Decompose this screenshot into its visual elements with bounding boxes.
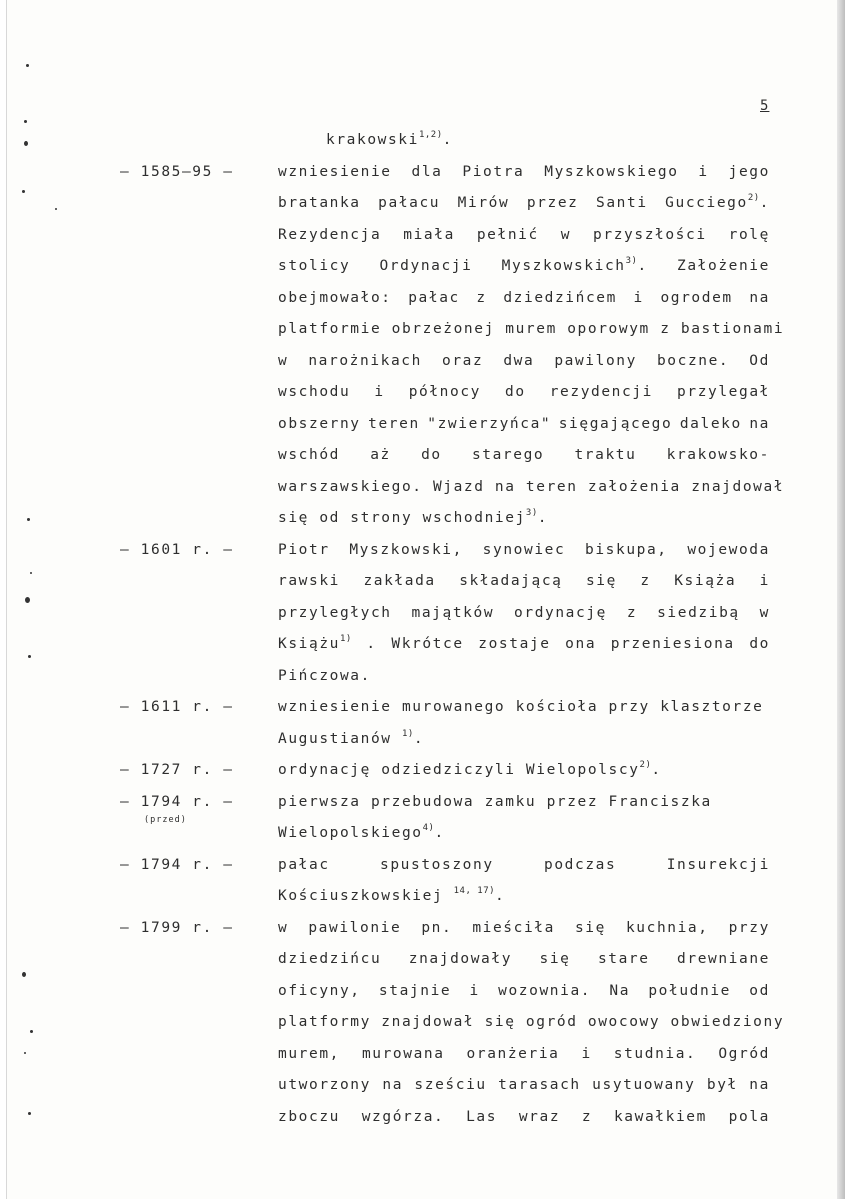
word: pałac [278,857,330,873]
word: pawilonie [308,920,402,936]
word: boczne. [656,353,730,369]
word: rezydencji [549,384,654,400]
text-line [278,919,770,937]
word: i [374,384,385,400]
scan-speck [28,1112,31,1115]
text-line [278,887,505,905]
word: oficyny, [278,983,361,999]
word: w [278,920,289,936]
entry-date: – 1727 r. – [120,762,234,778]
word: Ogród [718,1046,770,1062]
line-text: Kościuszkowskiej [278,888,454,904]
text-line [278,289,770,307]
entry-date: – 1799 r. – [120,920,234,936]
word: murem, [278,1046,340,1062]
word: i [581,1046,592,1062]
text-line [278,446,770,464]
word: murowana [361,1046,445,1062]
word: i [698,164,709,180]
punctuation: . [537,510,549,526]
text-line [278,761,662,779]
footnote-ref: 2) [747,193,760,203]
word: aż [370,447,391,463]
word: Książu$^{1)}$ [278,634,352,652]
word: kawałkiem [613,1109,707,1125]
word: oraz [441,353,484,369]
entry-date: – 1585–95 – [120,164,234,180]
text-line [278,635,770,653]
word: miała [403,227,455,243]
page-edge-shadow [837,0,845,1199]
text-line [278,320,784,338]
text-line [278,667,371,685]
scan-speck [22,190,25,193]
text-line [278,856,770,874]
text-line [278,1045,770,1063]
text-line [278,541,770,559]
word: usytuowany [592,1077,696,1093]
footnote-ref: 3) [625,256,638,266]
word: wozownia. [498,983,592,999]
word: biskupa, [585,542,668,558]
word: Gucciego$^{2)}$. [665,193,770,211]
punctuation: . [434,825,445,841]
word: Santi [596,195,648,211]
word: sięgającego [558,416,673,432]
footnote-ref: 2) [639,760,652,770]
word: do [749,636,770,652]
text-line [278,793,712,811]
word: Myszkowskiego [544,164,679,180]
word: Rezydencja [278,227,382,243]
word: teren [368,416,420,432]
word: z [626,605,638,621]
word: dwa [503,353,535,369]
scan-speck [25,597,30,603]
word: pn. [421,920,453,936]
word: i [469,983,480,999]
footnote-ref: 3) [525,508,538,518]
word: krakowsko- [666,447,770,463]
text-line [278,824,445,842]
scan-speck [55,208,57,210]
word: przeniesiona [610,636,735,652]
line-text: warszawskiego. Wjazd na teren założenia znajdował [278,479,785,495]
word: zakłada [363,573,436,589]
word: wraz [518,1109,561,1125]
word: i [633,290,644,306]
word: od [749,983,770,999]
word: utworzony [278,1077,371,1093]
text-line [278,1013,784,1031]
punctuation: . [442,132,453,148]
word: majątków [411,605,495,621]
word: w [278,353,289,369]
word: wojewoda [687,542,770,558]
word: Założenie [677,258,770,274]
word: obejmowało: [278,290,392,306]
word: Myszkowskich$^{3)}$. [501,256,648,274]
entry-date: – 1794 r. – [120,794,234,810]
scan-speck [30,1030,33,1033]
intro-word: krakowski [326,132,419,148]
word: kuchnia, [625,920,709,936]
text-line [278,604,770,622]
word: obszerny [278,416,361,432]
word: daleko [679,416,742,432]
entry-date: – 1611 r. – [120,699,234,715]
text-line [278,415,770,433]
word: na [749,290,770,306]
word: rolę [728,227,770,243]
word: Wkrótce [391,636,464,652]
word: siedzibą [657,605,740,621]
word: pałac [408,290,460,306]
word: w [759,605,770,621]
scan-speck [24,1052,26,1054]
scan-speck [22,972,26,977]
word: wzniesienie [278,164,392,180]
entry-date: – 1601 r. – [120,542,234,558]
text-line [278,352,770,370]
scan-speck [24,120,27,123]
word: pawilony [554,353,637,369]
line-text: się od strony wschodniej [278,510,526,526]
line-text: platformie obrzeżonej murem oporowym z bastionami [278,321,785,337]
word: Od [749,353,770,369]
word: stare [597,951,650,967]
word: Ordynacji [379,258,473,274]
word: na [382,1077,404,1093]
scan-speck [26,64,29,67]
word: starego [471,447,545,463]
word: się [574,920,606,936]
word: Insurekcji [666,857,770,873]
word: do [505,384,526,400]
text-line [278,194,770,212]
word: przylegał [677,384,770,400]
footnote-ref: 1,2) [418,130,443,140]
text-line [278,698,764,716]
page-number: 5 [760,98,770,114]
word: z [640,573,651,589]
word: pałacu [378,195,441,211]
word: był [706,1077,738,1093]
word: zostaje [478,636,551,652]
word: "zwierzyńca" [427,416,552,432]
word: przez [526,195,579,211]
word: dla [411,164,443,180]
text-line [278,478,784,496]
word: synowiec [482,542,566,558]
text-line [278,950,770,968]
word: wschodu [278,384,351,400]
word: ogrodem [660,290,733,306]
punctuation: . [413,731,425,747]
word: narożnikach [308,353,422,369]
word: . [366,636,377,652]
word: przyszłości [593,227,707,243]
word: przy [728,920,770,936]
word: bratanka [278,195,361,211]
line-text: Augustianów [278,731,402,747]
word: tarasach [498,1077,581,1093]
line-text: Wielopolskiego [278,825,423,841]
word: Książa [674,573,737,589]
scan-speck [24,141,28,146]
word: znajdowały [408,951,513,967]
word: spustoszony [380,857,494,873]
word: dziedzińcu [278,951,382,967]
entry-date: – 1794 r. – [120,857,234,873]
word: na [749,416,770,432]
word: ordynację [514,605,607,621]
word: południe [648,983,731,999]
line-text: Pińczowa. [278,668,371,684]
punctuation: . [651,762,662,778]
entry-date-note: (przed) [144,815,187,825]
word: się [585,573,617,589]
word: z [476,290,487,306]
footnote-ref: 1) [401,729,414,739]
word: składającą [459,573,563,589]
text-line [278,982,770,1000]
word: pola [728,1109,770,1125]
word: Myszkowski, [349,542,463,558]
word: drewniane [677,951,770,967]
text-line [278,1108,770,1126]
word: północy [408,384,481,400]
word: jego [728,164,770,180]
line-text: wzniesienie murowanego kościoła przy klasztorze [278,699,764,715]
word: stolicy [278,258,351,274]
word: traktu [574,447,637,463]
text-line [278,163,770,181]
punctuation: . [637,258,648,274]
text-line [278,730,424,748]
word: zboczu [278,1109,340,1125]
word: wzgórza. [361,1109,445,1125]
intro-line [326,131,453,149]
word: Piotr [278,542,330,558]
scan-speck [27,518,30,521]
word: dziedzińcem [503,290,617,306]
word: stajnie [378,983,452,999]
word: Las [466,1109,498,1125]
word: przyległych [278,605,392,621]
text-line [278,1076,770,1094]
word: sześciu [414,1077,487,1093]
word: i [759,573,770,589]
word: na [749,1077,770,1093]
line-text: pierwsza przebudowa zamku przez Franciszka [278,794,712,810]
word: z [581,1109,593,1125]
word: studnia. [613,1046,697,1062]
word: ona [565,636,597,652]
scan-speck [28,655,31,658]
word: pełnić [476,227,539,243]
punctuation: . [495,888,506,904]
punctuation: . [759,195,770,211]
word: wschód [278,447,340,463]
word: do [421,447,442,463]
word: się [539,951,571,967]
line-text: ordynację odziedziczyli Wielopolscy [278,762,640,778]
word: Mirów [457,195,510,211]
word: Na [609,983,631,999]
text-line [278,257,770,275]
word: rawski [278,573,340,589]
word: Piotra [462,164,525,180]
text-line [278,226,770,244]
word: mieściła [472,920,555,936]
word: oranżeria [466,1046,560,1062]
word: w [560,227,572,243]
footnote-ref: 1) [339,634,352,644]
text-line [278,383,770,401]
line-text: platformy znajdował się ogród owocowy obwiedziony [278,1014,785,1030]
word: podczas [544,857,617,873]
scan-speck [30,572,32,574]
footnote-ref: 4) [422,823,435,833]
text-line [278,509,548,527]
text-line [278,572,770,590]
footnote-ref: 14, 17) [453,886,496,896]
